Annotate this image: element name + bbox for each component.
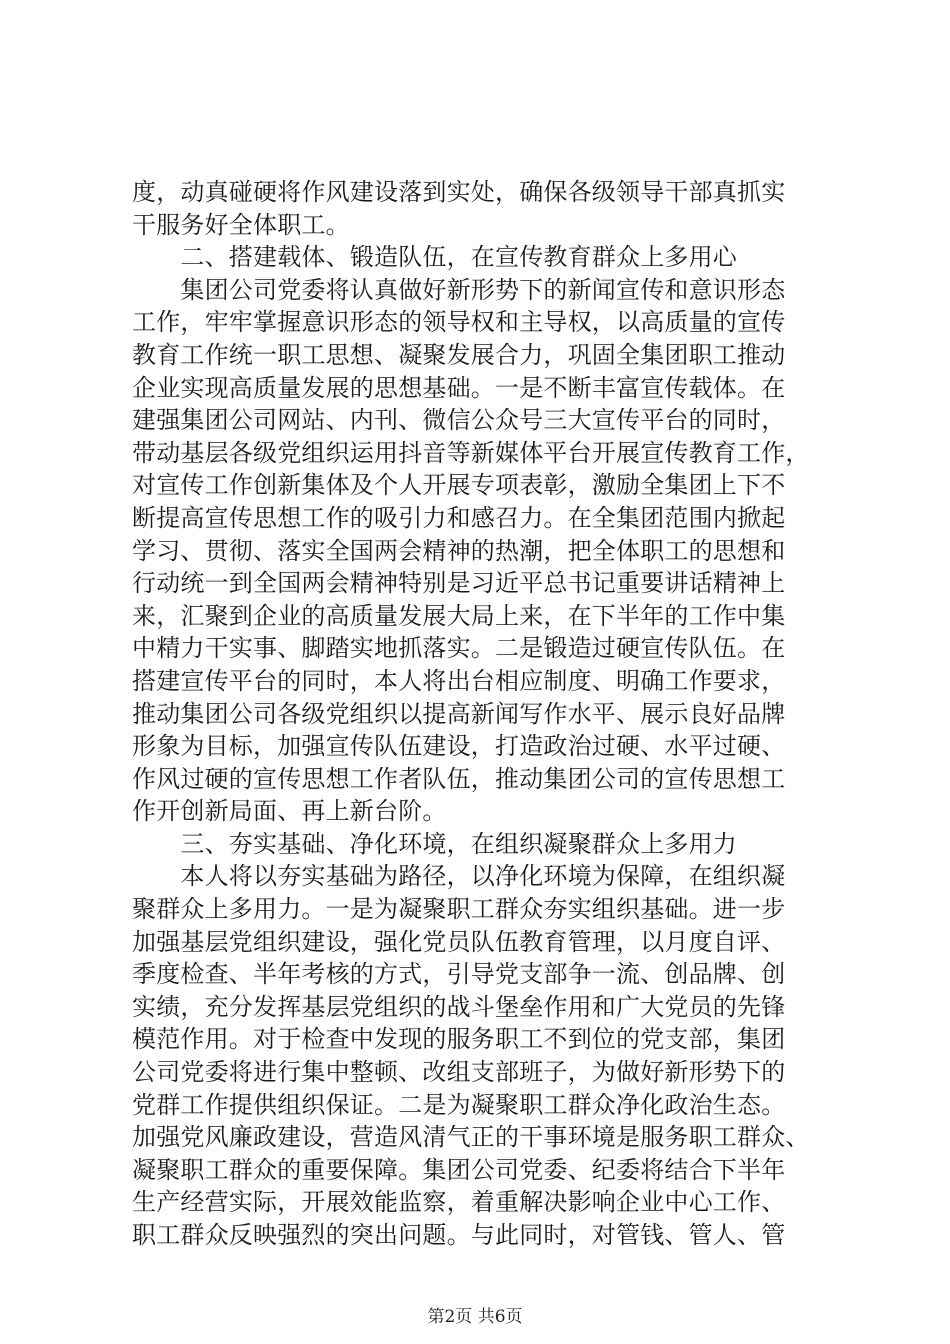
text-line: 来，汇聚到企业的高质量发展大局上来，在下半年的工作中集 (132, 601, 786, 630)
text-line: 学习、贯彻、落实全国两会精神的热潮，把全体职工的思想和 (132, 536, 786, 565)
text-line: 搭建宣传平台的同时，本人将出台相应制度、明确工作要求， (132, 666, 786, 695)
text-line: 教育工作统一职工思想、凝聚发展合力，巩固全集团职工推动 (132, 340, 786, 369)
text-line: 公司党委将进行集中整顿、改组支部班子，为做好新形势下的 (132, 1058, 786, 1087)
text-line: 推动集团公司各级党组织以提高新闻写作水平、展示良好品牌 (132, 699, 786, 728)
text-line: 生产经营实际，开展效能监察，着重解决影响企业中心工作、 (132, 1188, 786, 1217)
text-line: 职工群众反映强烈的突出问题。与此同时，对管钱、管人、管 (132, 1221, 786, 1249)
text-line: 党群工作提供组织保证。二是为凝聚职工群众净化政治生态。 (132, 1090, 786, 1119)
text-line: 作风过硬的宣传思想工作者队伍，推动集团公司的宣传思想工 (132, 764, 786, 793)
text-line: 建强集团公司网站、内刊、微信公众号三大宣传平台的同时， (132, 406, 786, 435)
section-heading: 二、搭建载体、锻造队伍，在宣传教育群众上多用心 (132, 243, 737, 272)
text-line: 对宣传工作创新集体及个人开展专项表彰，激励全集团上下不 (132, 471, 786, 500)
text-line: 度，动真碰硬将作风建设落到实处，确保各级领导干部真抓实 (132, 178, 786, 206)
text-line: 本人将以夯实基础为路径，以净化环境为保障，在组织凝 (132, 862, 786, 891)
text-line: 凝聚职工群众的重要保障。集团公司党委、纪委将结合下半年 (132, 1155, 786, 1184)
text-line: 带动基层各级党组织运用抖音等新媒体平台开展宣传教育工作， (132, 438, 810, 467)
text-line: 行动统一到全国两会精神特别是习近平总书记重要讲话精神上 (132, 569, 786, 598)
text-line: 季度检查、半年考核的方式，引导党支部争一流、创品牌、创 (132, 960, 786, 989)
document-body (132, 176, 832, 1252)
text-line: 形象为目标，加强宣传队伍建设，打造政治过硬、水平过硬、 (132, 732, 786, 761)
text-line: 工作，牢牢掌握意识形态的领导权和主导权，以高质量的宣传 (132, 308, 786, 337)
text-line: 集团公司党委将认真做好新形势下的新闻宣传和意识形态 (132, 275, 786, 304)
text-line: 加强基层党组织建设，强化党员队伍教育管理，以月度自评、 (132, 927, 786, 956)
text-line: 干服务好全体职工。 (132, 210, 350, 239)
text-line: 作开创新局面、再上新台阶。 (132, 797, 447, 826)
text-line: 实绩，充分发挥基层党组织的战斗堡垒作用和广大党员的先锋 (132, 992, 786, 1021)
text-line: 企业实现高质量发展的思想基础。一是不断丰富宣传载体。在 (132, 373, 786, 402)
section-heading: 三、夯实基础、净化环境，在组织凝聚群众上多用力 (132, 829, 737, 858)
text-line: 模范作用。对于检查中发现的服务职工不到位的党支部，集团 (132, 1025, 786, 1054)
text-line: 中精力干实事、脚踏实地抓落实。二是锻造过硬宣传队伍。在 (132, 634, 786, 663)
text-line: 断提高宣传思想工作的吸引力和感召力。在全集团范围内掀起 (132, 503, 786, 532)
text-line: 加强党风廉政建设，营造风清气正的干事环境是服务职工群众、 (132, 1123, 810, 1152)
page-number-footer: 第2页 共6页 (427, 1307, 523, 1327)
text-line: 聚群众上多用力。一是为凝聚职工群众夯实组织基础。进一步 (132, 895, 786, 924)
